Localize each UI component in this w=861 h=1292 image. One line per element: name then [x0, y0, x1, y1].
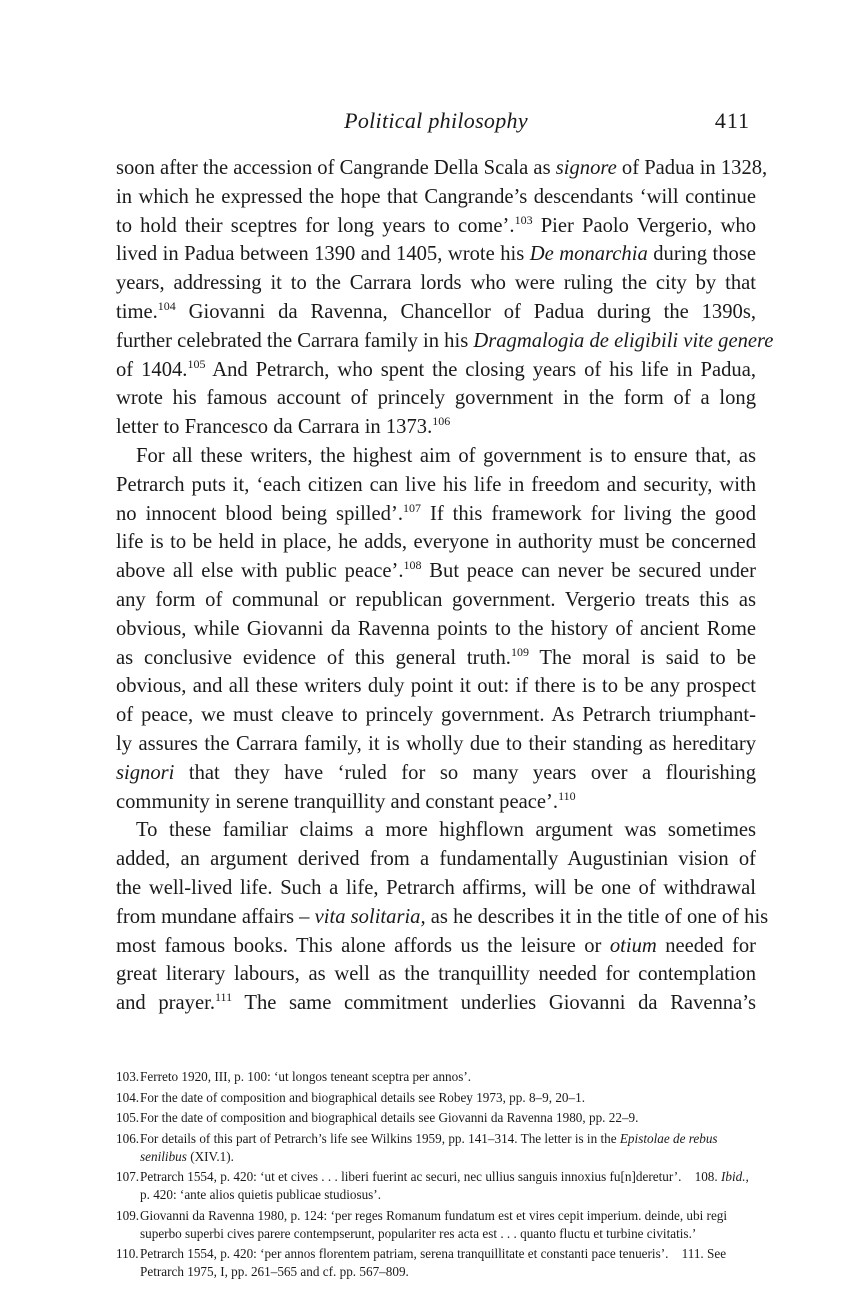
- text-line: ly assures the Carrara family, it is wholly due to their standing as hereditary: [116, 732, 756, 755]
- footnote-ref: 110: [558, 788, 576, 803]
- running-head: [116, 108, 756, 138]
- footnote-ref: 107: [402, 500, 421, 515]
- paragraph-1: [116, 154, 774, 442]
- footnote-107: 107. Petrarch 1554, p. 420: ‘ut et cives . . . liberi fuerint ac securi, nec ullius sanguis innoxius fu[n]deretur’. 108. Ibid., p. 420: ‘ante alios quietis publicae studiosus’.: [116, 1169, 749, 1202]
- footnotes: [116, 1068, 756, 1284]
- footnote-104: 104. For the date of composition and biographical details see Robey 1973, pp. 8–9, 20–1.: [116, 1089, 585, 1105]
- text-line: obvious, while Giovanni da Ravenna points to the history of ancient Rome: [116, 617, 756, 640]
- text-line: For all these writers, the highest aim of government is to ensure that, as: [136, 444, 756, 467]
- text-line: obvious, and all these writers duly point it out: if there is to be any prospect: [116, 675, 756, 698]
- footnote-ref: 108: [403, 558, 422, 573]
- running-title: Political philosophy: [344, 108, 528, 133]
- footnote-ref: 106: [432, 414, 451, 429]
- text-line: letter to Francesco da Carrara in 1373.$^{106}$: [116, 414, 451, 439]
- footnote-ref: 111: [214, 990, 233, 1005]
- text-line: no innocent blood being spilled’.$^{107}$ If this framework for living the good: [116, 500, 757, 525]
- footnote-105: 105. For the date of composition and biographical details see Giovanni da Ravenna 1980, pp. 22–9.: [116, 1110, 639, 1125]
- text-line: time.$^{104}$ Giovanni da Ravenna, Chancellor of Padua during the 1390s,: [116, 298, 756, 323]
- text-line: and prayer.$^{111}$ The same commitment underlies Giovanni da Ravenna’s: [116, 990, 756, 1015]
- text-line: life is to be held in place, he adds, everyone in authority must be concerned: [116, 531, 756, 554]
- text-line: from mundane affairs – vita solitaria, as he describes it in the title of one of his: [116, 905, 769, 928]
- book-page: [116, 0, 774, 1292]
- text-line: signori that they have ‘ruled for so many years over a flourishing: [116, 761, 756, 784]
- text-line: as conclusive evidence of this general truth.$^{109}$ The moral is said to be: [116, 644, 756, 669]
- footnote-ref: 103: [514, 212, 533, 227]
- text-line: years, addressing it to the Carrara lords who were ruling the city by that: [116, 272, 756, 295]
- page-number: 411: [714, 108, 750, 133]
- footnote-109: 109. Giovanni da Ravenna 1980, p. 124: ‘per reges Romanum fundatum est et vires cepit imperium. deinde, ubi regi superbo superbi cives parere contempserunt, populariter res acta est . . . quanto fluctu et turbine civitatis.’: [116, 1207, 728, 1241]
- text-line: community in serene tranquillity and constant peace’.$^{110}$: [116, 788, 576, 813]
- text-line: further celebrated the Carrara family in his Dragmalogia de eligibili vite genere: [116, 329, 774, 352]
- text-line: to hold their sceptres for long years to come’.$^{103}$ Pier Paolo Vergerio, who: [116, 212, 756, 237]
- text-line: To these familiar claims a more highflown argument was sometimes: [136, 819, 756, 842]
- text-line: most famous books. This alone affords us the leisure or otium needed for: [116, 934, 756, 957]
- footnote-ref: 105: [187, 356, 206, 371]
- text-line: lived in Padua between 1390 and 1405, wrote his De monarchia during those: [116, 243, 756, 266]
- footnote-106: 106. For details of this part of Petrarch’s life see Wilkins 1959, pp. 141–314. The letter is in the Epistolae de rebus senilibus (XIV.1).: [116, 1130, 718, 1164]
- text-line: great literary labours, as well as the tranquillity needed for contemplation: [116, 963, 756, 986]
- text-line: the well-lived life. Such a life, Petrarch affirms, will be one of withdrawal: [116, 876, 756, 899]
- text-line: above all else with public peace’.$^{108}$ But peace can never be secured under: [116, 558, 756, 583]
- text-line: soon after the accession of Cangrande Della Scala as signore of Padua in 1328,: [116, 157, 768, 179]
- text-line: in which he expressed the hope that Cangrande’s descendants ‘will continue: [116, 185, 756, 208]
- text-line: Petrarch puts it, ‘each citizen can live his life in freedom and security, with: [116, 473, 756, 496]
- footnote-110: 110. Petrarch 1554, p. 420: ‘per annos florentem patriam, serena tranquillitate et constanti pace tenueris’. 111. See Petrarch 1975, I, pp. 261–565 and cf. pp. 567–809.: [116, 1246, 727, 1279]
- footnote-103: 103. Ferreto 1920, III, p. 100: ‘ut longos teneant sceptra per annos’.: [116, 1069, 472, 1084]
- text-line: of 1404.$^{105}$ And Petrarch, who spent the closing years of his life in Padua,: [116, 356, 756, 381]
- main-text: [116, 154, 774, 1018]
- paragraph-3: [116, 816, 769, 1018]
- text-line: added, an argument derived from a fundamentally Augustinian vision of: [116, 848, 756, 871]
- text-line: any form of communal or republican government. Vergerio treats this as: [116, 588, 756, 611]
- text-line: wrote his famous account of princely government in the form of a long: [116, 387, 756, 410]
- footnote-ref: 104: [157, 298, 176, 313]
- text-line: of peace, we must cleave to princely government. As Petrarch triumphant-: [116, 704, 756, 727]
- paragraph-2: [116, 442, 756, 816]
- footnote-ref: 109: [510, 644, 529, 659]
